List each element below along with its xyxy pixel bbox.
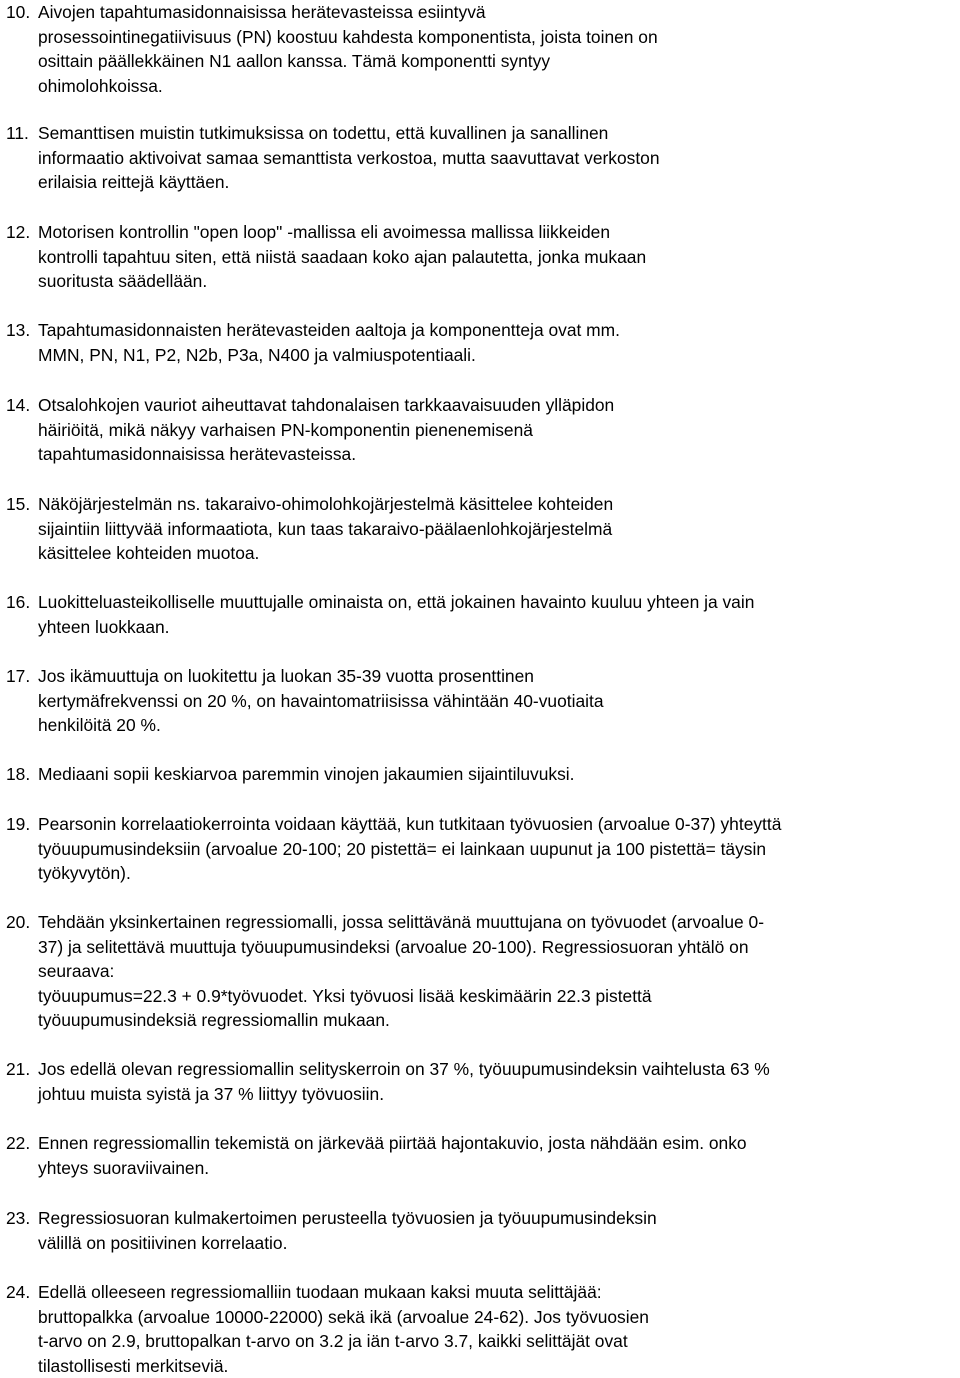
statement-12	[0, 220, 960, 294]
statement-line: työkyvytön).	[38, 863, 131, 884]
statement-18	[0, 762, 960, 787]
statement-number: 21.	[6, 1059, 31, 1079]
statement-number: 23.	[6, 1208, 31, 1228]
statement-line: tapahtumasidonnaisissa herätevasteissa.	[38, 444, 357, 465]
statement-number: 11.	[6, 123, 29, 143]
statement-line: t-arvo on 2.9, bruttopalkan t-arvo on 3.2 ja iän t-arvo 3.7, kaikki selittäjät ovat	[38, 1331, 628, 1352]
statement-15	[0, 492, 960, 566]
statement-number: 24.	[6, 1282, 31, 1302]
statement-line: sijaintiin liittyvää informaatiota, kun taas takaraivo-päälaenlohkojärjestelmä	[38, 518, 613, 539]
statement-line: suoritusta säädellään.	[38, 271, 208, 292]
statement-line: Jos ikämuuttuja on luokitettu ja luokan 35-39 vuotta prosenttinen	[38, 666, 534, 686]
statement-14	[0, 393, 960, 467]
statement-line: osittain päällekkäinen N1 aallon kanssa. Tämä komponentti syntyy	[38, 51, 551, 72]
statement-number: 18.	[6, 764, 31, 784]
statement-line: johtuu muista syistä ja 37 % liittyy työvuosiin.	[38, 1083, 385, 1104]
statement-line: Luokitteluasteikolliselle muuttujalle ominaista on, että jokainen havainto kuuluu yhteen ja vain	[38, 592, 755, 612]
statement-17	[0, 664, 960, 738]
statement-23	[0, 1206, 960, 1255]
statement-21	[0, 1057, 960, 1106]
statement-22	[0, 1131, 960, 1180]
statement-line: MMN, PN, N1, P2, N2b, P3a, N400 ja valmiuspotentiaali.	[38, 344, 476, 365]
statement-line: Tapahtumasidonnaisten herätevasteiden aaltoja ja komponentteja ovat mm.	[38, 320, 620, 340]
statement-line: informaatio aktivoivat samaa semanttista verkostoa, mutta saavuttavat verkoston	[38, 147, 660, 168]
statement-20	[0, 910, 960, 1033]
statement-10	[0, 0, 960, 98]
statement-line: 37) ja selitettävä muuttuja työuupumusindeksi (arvoalue 20-100). Regressiosuoran yhtälö on	[38, 936, 749, 957]
statement-line: prosessointinegatiivisuus (PN) koostuu kahdesta komponentista, joista toinen on	[38, 26, 658, 47]
statement-line: työuupumusindeksiä regressiomallin mukaan.	[38, 1010, 390, 1031]
statement-line: yhteys suoraviivainen.	[38, 1157, 210, 1178]
statement-number: 10.	[6, 2, 31, 22]
statement-line: Pearsonin korrelaatiokerrointa voidaan käyttää, kun tutkitaan työvuosien (arvoalue 0-37) yhteyttä	[38, 814, 782, 834]
statement-line: kontrolli tapahtuu siten, että niistä saadaan koko ajan palautetta, jonka mukaan	[38, 246, 647, 267]
statement-line: Mediaani sopii keskiarvoa paremmin vinojen jakaumien sijaintiluvuksi.	[38, 764, 575, 784]
statement-number: 22.	[6, 1133, 31, 1153]
statement-line: bruttopalkka (arvoalue 10000-22000) sekä ikä (arvoalue 24-62). Jos työvuosien	[38, 1306, 649, 1327]
statement-number: 16.	[6, 592, 31, 612]
statement-line: Jos edellä olevan regressiomallin selityskerroin on 37 %, työuupumusindeksin vaihtelusta 63 %	[38, 1059, 770, 1079]
statement-line: Tehdään yksinkertainen regressiomalli, jossa selittävänä muuttujana on työvuodet (arvoalue 0-	[38, 912, 764, 932]
statement-16	[0, 590, 960, 639]
statement-line: Motorisen kontrollin "open loop" -mallissa eli avoimessa mallissa liikkeiden	[38, 222, 610, 242]
statement-line: kertymäfrekvenssi on 20 %, on havaintomatriisissa vähintään 40-vuotiaita	[38, 690, 604, 711]
statement-19	[0, 812, 960, 886]
statement-line: tilastollisesti merkitseviä.	[38, 1355, 229, 1376]
statement-line: välillä on positiivinen korrelaatio.	[38, 1232, 288, 1253]
statement-number: 20.	[6, 912, 31, 932]
statement-line: henkilöitä 20 %.	[38, 715, 161, 736]
statement-line: työuupumus=22.3 + 0.9*työvuodet. Yksi työvuosi lisää keskimäärin 22.3 pistettä	[38, 985, 652, 1006]
statement-line: Regressiosuoran kulmakertoimen perusteella työvuosien ja työuupumusindeksin	[38, 1208, 657, 1228]
statement-line: yhteen luokkaan.	[38, 616, 170, 637]
statement-line: käsittelee kohteiden muotoa.	[38, 543, 260, 564]
statement-line: ohimolohkoissa.	[38, 75, 163, 96]
statement-line: Edellä olleeseen regressiomalliin tuodaan mukaan kaksi muuta selittäjää:	[38, 1282, 602, 1302]
statement-number: 17.	[6, 666, 31, 686]
statement-line: Aivojen tapahtumasidonnaisissa herätevasteissa esiintyvä	[38, 2, 486, 22]
statement-line: Näköjärjestelmän ns. takaraivo-ohimolohkojärjestelmä käsittelee kohteiden	[38, 494, 614, 514]
statement-line: Semanttisen muistin tutkimuksissa on todettu, että kuvallinen ja sanallinen	[38, 123, 609, 143]
statement-line: seuraava:	[38, 961, 115, 982]
statement-number: 13.	[6, 320, 31, 340]
statement-24	[0, 1280, 960, 1378]
statement-13	[0, 318, 960, 367]
statement-number: 12.	[6, 222, 31, 242]
statement-11	[0, 121, 960, 195]
statement-line: häiriöitä, mikä näkyy varhaisen PN-komponentin pienenemisenä	[38, 419, 533, 440]
statement-line: työuupumusindeksiin (arvoalue 20-100; 20 pistettä= ei lainkaan uupunut ja 100 pistettä= täysin	[38, 838, 766, 859]
statement-number: 15.	[6, 494, 31, 514]
statement-line: Otsalohkojen vauriot aiheuttavat tahdonalaisen tarkkaavaisuuden ylläpidon	[38, 395, 615, 415]
statement-line: erilaisia reittejä käyttäen.	[38, 172, 230, 193]
statement-line: Ennen regressiomallin tekemistä on järkevää piirtää hajontakuvio, josta nähdään esim. onko	[38, 1133, 747, 1153]
statement-number: 19.	[6, 814, 31, 834]
statement-number: 14.	[6, 395, 31, 415]
